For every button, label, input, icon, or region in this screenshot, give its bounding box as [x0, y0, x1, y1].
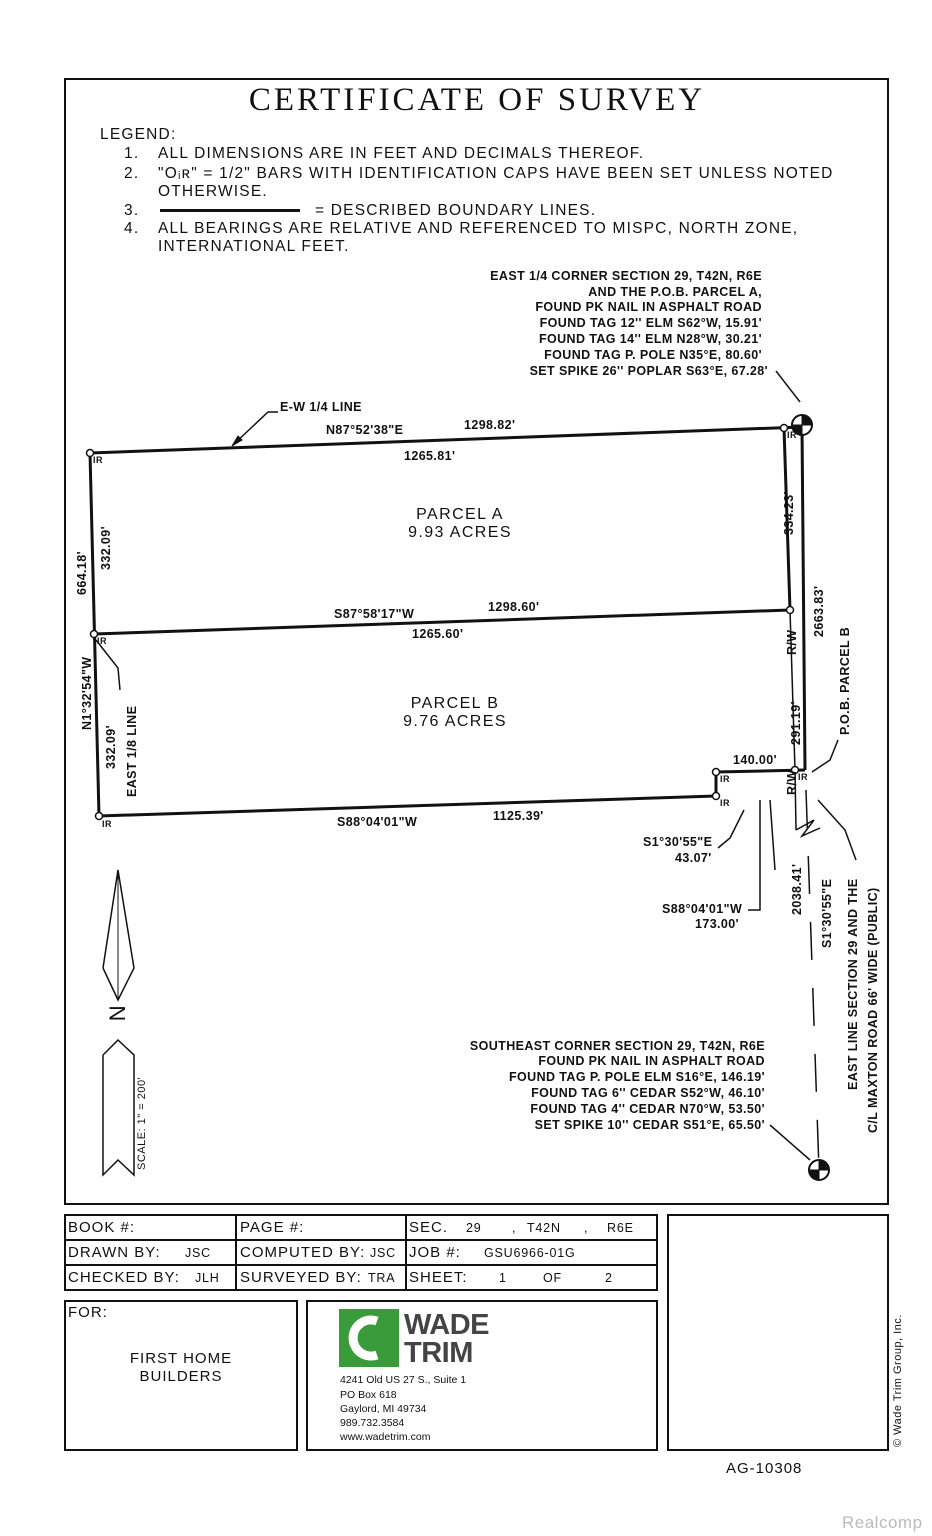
- company-name-line1: WADE: [404, 1309, 489, 1341]
- ir-marker-label: IR: [787, 430, 797, 440]
- ir-marker-label: IR: [102, 819, 112, 829]
- sheet-number: 1: [499, 1271, 507, 1285]
- road-label-line1: EAST LINE SECTION 29 AND THE: [846, 878, 860, 1090]
- east-total-label: 2663.83': [812, 585, 826, 637]
- middle-distance-label: 1298.60': [488, 600, 540, 614]
- ne-note-line: FOUND TAG 12'' ELM S62°W, 15.91': [539, 316, 762, 330]
- client-name-line1: FIRST HOME: [129, 1350, 233, 1367]
- rw-label-2: R/W: [785, 769, 799, 795]
- section-comma: ,: [512, 1221, 517, 1235]
- south-boundary-line: [99, 796, 716, 816]
- west-total-label: 664.18': [75, 550, 89, 595]
- copyright-label: © Wade Trim Group, Inc.: [892, 1314, 904, 1447]
- page-label: PAGE #:: [240, 1219, 305, 1236]
- wade-trim-logo-mark: [339, 1309, 399, 1367]
- middle-bearing-label: S87°58'17"W: [334, 607, 415, 621]
- road-bearing-label: S1°30'55"E: [820, 878, 834, 948]
- short-bearing-label: S88°04'01"W: [662, 902, 743, 916]
- sheet-total: 2: [605, 1271, 613, 1285]
- legend-num-1: 1.: [124, 145, 140, 162]
- ir-marker-label: IR: [720, 774, 730, 784]
- legend-item-2-cont: OTHERWISE.: [158, 183, 268, 200]
- section-value: 29: [466, 1221, 482, 1235]
- realcomp-watermark: Realcomp: [842, 1513, 923, 1532]
- legend-header: LEGEND:: [100, 126, 177, 143]
- parcel-a-name: PARCEL A: [416, 506, 504, 523]
- legend-item-4: ALL BEARINGS ARE RELATIVE AND REFERENCED TO MISPC, NORTH ZONE,: [158, 220, 799, 237]
- sheet-label: SHEET:: [409, 1269, 468, 1286]
- legend-item-1: ALL DIMENSIONS ARE IN FEET AND DECIMALS THEREOF.: [158, 145, 645, 162]
- company-address-line: 989.732.3584: [340, 1417, 405, 1429]
- east-lower-label: 291.19': [789, 700, 803, 745]
- company-address-line: www.wadetrim.com: [340, 1431, 431, 1443]
- company-address-line: Gaylord, MI 49734: [340, 1403, 427, 1415]
- job-value: GSU6966-01G: [484, 1246, 576, 1260]
- west-bearing-label: N1°32'54"W: [80, 656, 94, 730]
- se-note-line: FOUND TAG P. POLE ELM S16°E, 146.19': [508, 1070, 765, 1084]
- west-upper-label: 332.09': [99, 525, 113, 570]
- stamp-box: [667, 1214, 889, 1451]
- sheet-of: OF: [543, 1271, 562, 1285]
- legend-num-2: 2.: [124, 165, 140, 182]
- scale-label: SCALE: 1" = 200': [136, 1076, 148, 1170]
- legend-item-2: "Oᵢʀ" = 1/2" BARS WITH IDENTIFICATION CAPS HAVE BEEN SET UNLESS NOTED: [158, 165, 834, 182]
- se-note-line: SET SPIKE 10'' CEDAR S51°E, 65.50': [534, 1118, 765, 1132]
- ne-note-line: AND THE P.O.B. PARCEL A,: [588, 285, 762, 299]
- page-title: CERTIFICATE OF SURVEY: [248, 82, 706, 118]
- middle-inner-distance-label: 1265.60': [412, 627, 464, 641]
- parcel-a-acres: 9.93 ACRES: [408, 524, 512, 541]
- checked-by-value: JLH: [195, 1271, 220, 1285]
- company-address-line: PO Box 618: [340, 1389, 397, 1401]
- legend-num-3: 3.: [124, 202, 140, 219]
- client-name-line2: BUILDERS: [139, 1368, 223, 1385]
- surveyed-by-value: TRA: [368, 1271, 396, 1285]
- north-inner-distance-label: 1265.81': [404, 449, 456, 463]
- drawn-by-value: JSC: [185, 1246, 212, 1260]
- south-distance-label: 1125.39': [493, 809, 544, 823]
- ne-note-line: FOUND TAG P. POLE N35°E, 80.60': [544, 348, 762, 362]
- township-value: T42N: [527, 1221, 561, 1235]
- company-name-line2: TRIM: [404, 1337, 473, 1369]
- ir-marker-label: IR: [798, 772, 808, 782]
- se-note-line: FOUND TAG 6'' CEDAR S52°W, 46.10': [531, 1086, 765, 1100]
- parcel-b-acres: 9.76 ACRES: [403, 713, 507, 730]
- se-note-line: FOUND TAG 4'' CEDAR N70°W, 53.50': [530, 1102, 765, 1116]
- surveyed-by-label: SURVEYED BY:: [240, 1269, 362, 1286]
- book-label: BOOK #:: [68, 1219, 136, 1236]
- checked-by-label: CHECKED BY:: [68, 1269, 180, 1286]
- ne-note-line: FOUND PK NAIL IN ASPHALT ROAD: [535, 300, 762, 314]
- jog-distance-label: 140.00': [733, 753, 778, 767]
- range-value: R6E: [607, 1221, 634, 1235]
- legend-item-4-cont: INTERNATIONAL FEET.: [158, 238, 350, 255]
- north-arrow-letter: N: [105, 1004, 131, 1022]
- pob-parcel-b-label: P.O.B. PARCEL B: [838, 626, 852, 735]
- for-label: FOR:: [68, 1304, 108, 1321]
- se-note-line: FOUND PK NAIL IN ASPHALT ROAD: [538, 1054, 765, 1068]
- east-1-8-line-label: EAST 1/8 LINE: [125, 705, 139, 797]
- ne-note-line: FOUND TAG 14'' ELM N28°W, 30.21': [538, 332, 762, 346]
- jog-length-label: 43.07': [675, 851, 712, 865]
- job-label: JOB #:: [409, 1244, 461, 1261]
- jog-bearing-label: S1°30'55"E: [643, 835, 713, 849]
- west-lower-label: 332.09': [104, 724, 118, 769]
- road-distance-label: 2038.41': [790, 863, 804, 915]
- computed-by-label: COMPUTED BY:: [240, 1244, 366, 1261]
- range-comma: ,: [584, 1221, 589, 1235]
- parcel-b-name: PARCEL B: [410, 695, 500, 712]
- north-bearing-label: N87°52'38"E: [326, 423, 404, 437]
- company-address-line: 4241 Old US 27 S., Suite 1: [340, 1374, 467, 1386]
- ew-line-label: E-W 1/4 LINE: [280, 400, 362, 414]
- north-distance-label: 1298.82': [464, 418, 516, 432]
- rw-label-1: R/W: [785, 629, 799, 655]
- short-length-label: 173.00': [695, 917, 740, 931]
- drawn-by-label: DRAWN BY:: [68, 1244, 161, 1261]
- legend-num-4: 4.: [124, 220, 140, 237]
- computed-by-value: JSC: [370, 1246, 397, 1260]
- section-label: SEC.: [409, 1219, 449, 1236]
- ne-note-line: SET SPIKE 26'' POPLAR S63°E, 67.28': [529, 364, 768, 378]
- legend-item-3: = DESCRIBED BOUNDARY LINES.: [315, 202, 597, 219]
- ir-marker-label: IR: [93, 455, 103, 465]
- south-bearing-label: S88°04'01"W: [337, 815, 418, 829]
- ir-marker-label: IR: [97, 636, 107, 646]
- east-upper-label: 334.23': [782, 490, 796, 535]
- ne-note-line: EAST 1/4 CORNER SECTION 29, T42N, R6E: [490, 269, 762, 283]
- ir-marker-label: IR: [720, 798, 730, 808]
- se-note-line: SOUTHEAST CORNER SECTION 29, T42N, R6E: [469, 1039, 765, 1053]
- road-label-line2: C/L MAXTON ROAD 66' WIDE (PUBLIC): [866, 887, 880, 1133]
- drawing-number: AG-10308: [726, 1460, 803, 1477]
